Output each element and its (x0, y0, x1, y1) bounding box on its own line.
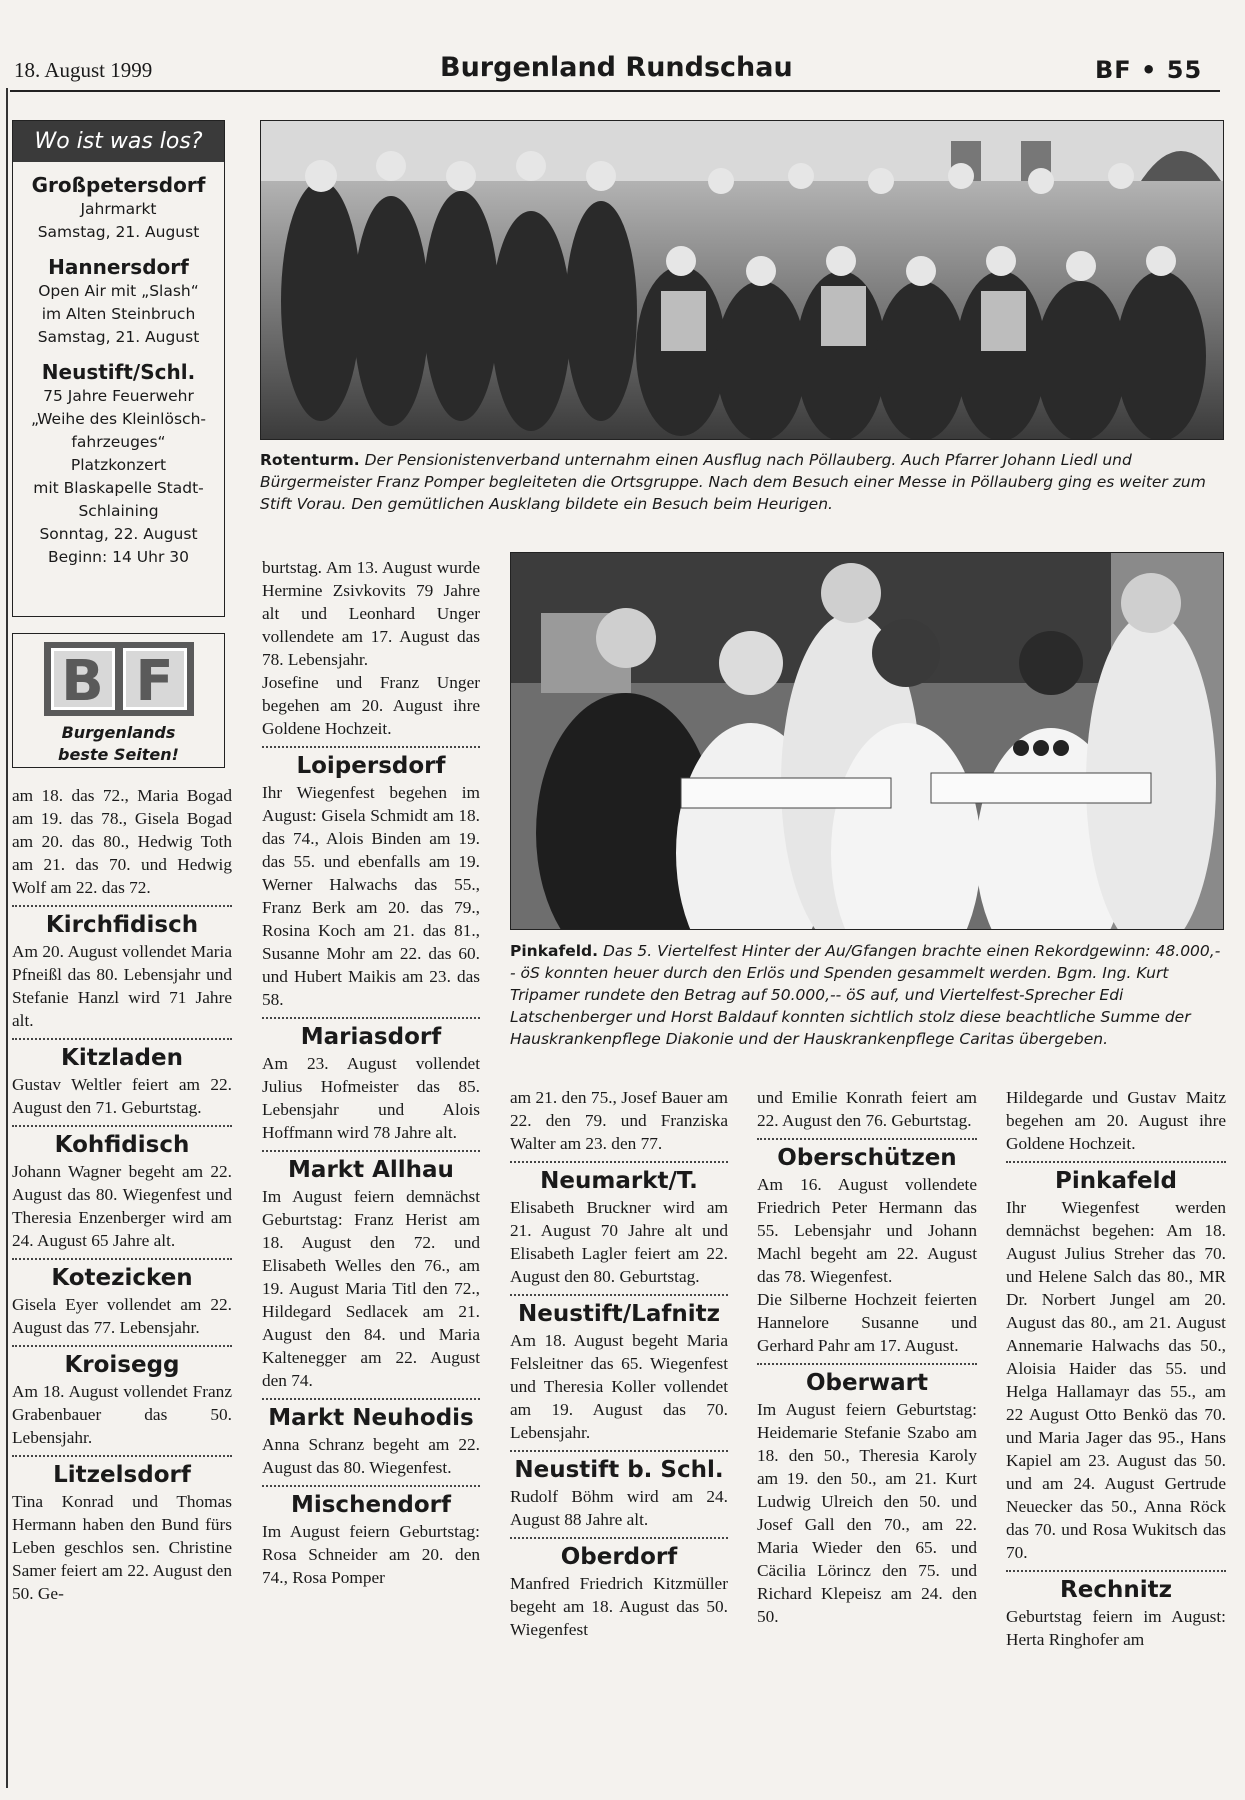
place-heading: Kohfidisch (54, 1132, 190, 1158)
article-text: Am 20. August vollendet Maria Pfneißl das 80. Lebensjahr und Stefanie Hanzl wird 71 Jahre alt. (12, 942, 232, 1030)
photo-pinkafeld (510, 552, 1224, 930)
cheque-photo-image (511, 553, 1224, 930)
article-text: Gisela Eyer vollendet am 22. August das 77. Lebensjahr. (12, 1295, 232, 1337)
article-text: Josefine und Franz Unger begehen am 20. August ihre Goldene Hochzeit. (262, 673, 480, 738)
event-line: Samstag, 21. August (37, 223, 200, 241)
event-place: Hannersdorf (48, 255, 189, 279)
article-text: Hildegarde und Gustav Maitz begehen am 20. August ihre Goldene Hochzeit. (1006, 1088, 1226, 1153)
article-section (1006, 1161, 1226, 1564)
event-line: Samstag, 21. August (37, 328, 200, 346)
place-heading: Oberwart (805, 1370, 929, 1396)
event-item (13, 254, 224, 349)
place-heading: Kitzladen (61, 1045, 183, 1071)
event-line: „Weihe des Kleinlösch- (31, 410, 206, 428)
place-heading: Kirchfidisch (45, 912, 199, 938)
article-text: Die Silberne Hochzeit feierten Hannelore Susanne und Gerhard Pahr am 17. August. (757, 1290, 977, 1355)
place-heading: Neustift/Lafnitz (517, 1301, 720, 1327)
event-line: Platzkonzert (70, 456, 167, 474)
place-heading: Loipersdorf (296, 753, 446, 779)
article-section (12, 1258, 232, 1339)
bf-slogan (13, 722, 224, 766)
caption-text: Das 5. Viertelfest Hinter der Au/Gfangen brachte einen Rekordgewinn: 48.000,-- öS konnten heuer durch den Erlös und Spenden gesammelt werden. Bgm. Ing. Kurt Tripamer rundete den Betrag auf 50.000,-- öS auf, und Viertelfest-Sprecher Edi Latschenberger und Horst Baldauf konnten sichtlich stolz diese beachtliche Summe der Hauskrankenpflege Diakonie und der Hauskrankenpflege Caritas übergeben. (510, 942, 1221, 1048)
issue-date: 18. August 1999 (14, 58, 153, 82)
header-rule (10, 90, 1220, 92)
article-text: Ihr Wiegenfest werden demnächst begehen: Am 18. August Julius Streher das 70. und Helene Salch das 80., MR Dr. Norbert Jungel am 20. August das 80., am 21. August Annemarie Halwachs das 50., Aloisia Haider das 55. und Helga Hallamayr das 55., am 22 August Otto Benkö das 70. und Maria Jager das 95., Hans Kapiel am 23. August das 50. und am 24. August Gertrude Neuecker das 50., Anna Röck das 70. und Rosa Wukitsch das 70. (1006, 1198, 1226, 1562)
article-text: burtstag. Am 13. August wurde Hermine Zsivkovits 79 Jahre alt und Leonhard Unger vollendete am 17. August das 78. Lebensjahr. (262, 558, 480, 669)
bf-logo (44, 642, 194, 716)
article-text: Am 16. August vollendete Friedrich Peter Hermann das 55. Lebensjahr und Johann Machl begeht am 22. August das 78. Wiegenfest. (757, 1175, 977, 1286)
place-heading: Oberdorf (560, 1544, 678, 1570)
caption-text: Der Pensionistenverband unternahm einen Ausflug nach Pöllauberg. Auch Pfarrer Johann Liedl und Bürgermeister Franz Pomper begleiteten die Ortsgruppe. Nach dem Besuch einer Messe in Pöllauberg ging es weiter zum Stift Vorau. Den gemütlichen Ausklang bildete ein Besuch beim Heurigen. (260, 451, 1206, 513)
place-heading: Mischendorf (290, 1492, 452, 1518)
article-text: Im August feiern demnächst Geburtstag: Franz Herist am 18. August den 72. und Elisabeth Welles den 76., am 19. August Maria Titl den 72., Hildegard Sedlacek am 21. August den 84. und Maria Kaltenegger am 22. August den 74. (262, 1187, 480, 1390)
event-item (13, 359, 224, 569)
article-section (757, 1138, 977, 1357)
place-heading: Litzelsdorf (53, 1462, 191, 1488)
place-heading: Mariasdorf (300, 1024, 442, 1050)
article-text: Geburtstag feiern im August: Herta Ringhofer am (1006, 1607, 1226, 1649)
article-section (510, 1294, 728, 1444)
bf-slogan-line: beste Seiten! (58, 745, 179, 764)
event-line: fahrzeuges“ (71, 433, 166, 451)
article-section (262, 1017, 480, 1144)
group-photo-image (261, 121, 1224, 440)
place-heading: Neustift b. Schl. (514, 1457, 724, 1483)
article-text: Im August feiern Geburtstag: Rosa Schneider am 20. den 74., Rosa Pomper (262, 1522, 480, 1587)
event-line: Sonntag, 22. August (39, 525, 198, 543)
bf-logo-letter: F (123, 648, 187, 710)
column-5 (1006, 1086, 1226, 1651)
newspaper-title: Burgenland Rundschau (440, 52, 793, 83)
place-heading: Kotezicken (51, 1265, 193, 1291)
article-text: Anna Schranz begeht am 22. August das 80. Wiegenfest. (262, 1435, 480, 1477)
events-box (12, 120, 225, 617)
article-section (510, 1161, 728, 1288)
article-section (12, 1125, 232, 1252)
article-section (12, 1038, 232, 1119)
place-heading: Kroisegg (64, 1352, 180, 1378)
article-section (12, 1345, 232, 1449)
place-heading: Markt Allhau (288, 1157, 454, 1183)
place-heading: Neumarkt/T. (540, 1168, 698, 1194)
article-section (510, 1450, 728, 1531)
article-text: Manfred Friedrich Kitzmüller begeht am 18. August das 50. Wiegenfest (510, 1574, 728, 1639)
bf-promo-box (12, 633, 225, 768)
event-line: Beginn: 14 Uhr 30 (48, 548, 189, 566)
article-section (1006, 1570, 1226, 1651)
article-section (757, 1363, 977, 1628)
event-place: Neustift/Schl. (41, 360, 196, 384)
caption-place: Pinkafeld. (510, 942, 599, 960)
column-4 (757, 1086, 977, 1628)
article-text: Ihr Wiegenfest begehen im August: Gisela Schmidt am 18. das 74., Alois Binden am 19. das 55. und ebenfalls am 19. Werner Halwachs das 55., Franz Berk am 20. das 79., Rosina Koch am 21. das 81., Susanne Mohr am 22. das 60. und Hubert Maikis am 23. das 58. (262, 783, 480, 1009)
article-text: am 18. das 72., Maria Bogad am 19. das 78., Gisela Bogad am 20. das 80., Hedwig Toth am 21. das 70. und Hedwig Wolf am 22. das 72. (12, 786, 232, 897)
article-text: und Emilie Konrath feiert am 22. August den 76. Geburtstag. (757, 1088, 977, 1130)
article-section (262, 746, 480, 1011)
bf-slogan-line: Burgenlands (61, 723, 176, 742)
article-section (12, 1455, 232, 1605)
event-line: im Alten Steinbruch (41, 305, 196, 323)
place-heading: Pinkafeld (1055, 1168, 1177, 1194)
article-section (262, 1398, 480, 1479)
article-section (510, 1537, 728, 1641)
event-place: Großpetersdorf (31, 173, 206, 197)
article-text: Im August feiern Geburtstag: Heidemarie Stefanie Szabo am 18. den 50., Theresia Karoly am 19. den 50., am 21. Kurt Ludwig Ulreich den 50. und Josef Gall den 70., am 22. Maria Wieder den 65. und Cäcilia Lörincz den 75. und Richard Klepeisz am 24. den 50. (757, 1400, 977, 1626)
place-heading: Markt Neuhodis (268, 1405, 474, 1431)
event-line: mit Blaskapelle Stadt- (33, 479, 204, 497)
column-2 (262, 556, 480, 1589)
article-text: am 21. den 75., Josef Bauer am 22. den 79. und Franziska Walter am 23. den 77. (510, 1088, 728, 1153)
article-text: Elisabeth Bruckner wird am 21. August 70 Jahre alt und Elisabeth Lagler feiert am 22. August den 80. Geburtstag. (510, 1198, 728, 1286)
event-line: Jahrmarkt (80, 200, 157, 218)
article-text: Am 18. August vollendet Franz Grabenbauer das 50. Lebensjahr. (12, 1382, 232, 1447)
article-section (12, 905, 232, 1032)
photo-rotenturm (260, 120, 1224, 440)
article-text: Am 18. August begeht Maria Felsleitner das 65. Wiegenfest und Theresia Koller vollendet am 19. August das 70. Lebensjahr. (510, 1331, 728, 1442)
bf-logo-letter: B (51, 648, 115, 710)
article-text: Johann Wagner begeht am 22. August das 80. Wiegenfest und Theresia Enzenberger wird am 24. August 65 Jahre alt. (12, 1162, 232, 1250)
article-text: Rudolf Böhm wird am 24. August 88 Jahre alt. (510, 1487, 728, 1529)
column-1 (12, 784, 232, 1605)
article-section (262, 1485, 480, 1589)
article-text: Tina Konrad und Thomas Hermann haben den Bund fürs Leben geschlos sen. Christine Samer feiert am 22. August den 50. Ge- (12, 1492, 232, 1603)
event-line: Schlaining (78, 502, 159, 520)
events-box-heading: Wo ist was los? (13, 121, 224, 162)
event-line: Open Air mit „Slash“ (38, 282, 199, 300)
article-text: Am 23. August vollendet Julius Hofmeister das 85. Lebensjahr und Alois Hoffmann wird 78 Jahre alt. (262, 1054, 480, 1142)
place-heading: Rechnitz (1060, 1577, 1172, 1603)
caption-rotenturm (260, 449, 1224, 515)
page-number: BF • 55 (1095, 56, 1203, 84)
place-heading: Oberschützen (777, 1145, 957, 1171)
event-item (13, 172, 224, 244)
caption-pinkafeld (510, 940, 1224, 1050)
column-3 (510, 1086, 728, 1641)
caption-place: Rotenturm. (260, 451, 360, 469)
article-section (262, 1150, 480, 1392)
article-text: Gustav Weltler feiert am 22. August den 71. Geburtstag. (12, 1075, 232, 1117)
page-edge-rule (6, 88, 8, 1788)
event-line: 75 Jahre Feuerwehr (43, 387, 194, 405)
